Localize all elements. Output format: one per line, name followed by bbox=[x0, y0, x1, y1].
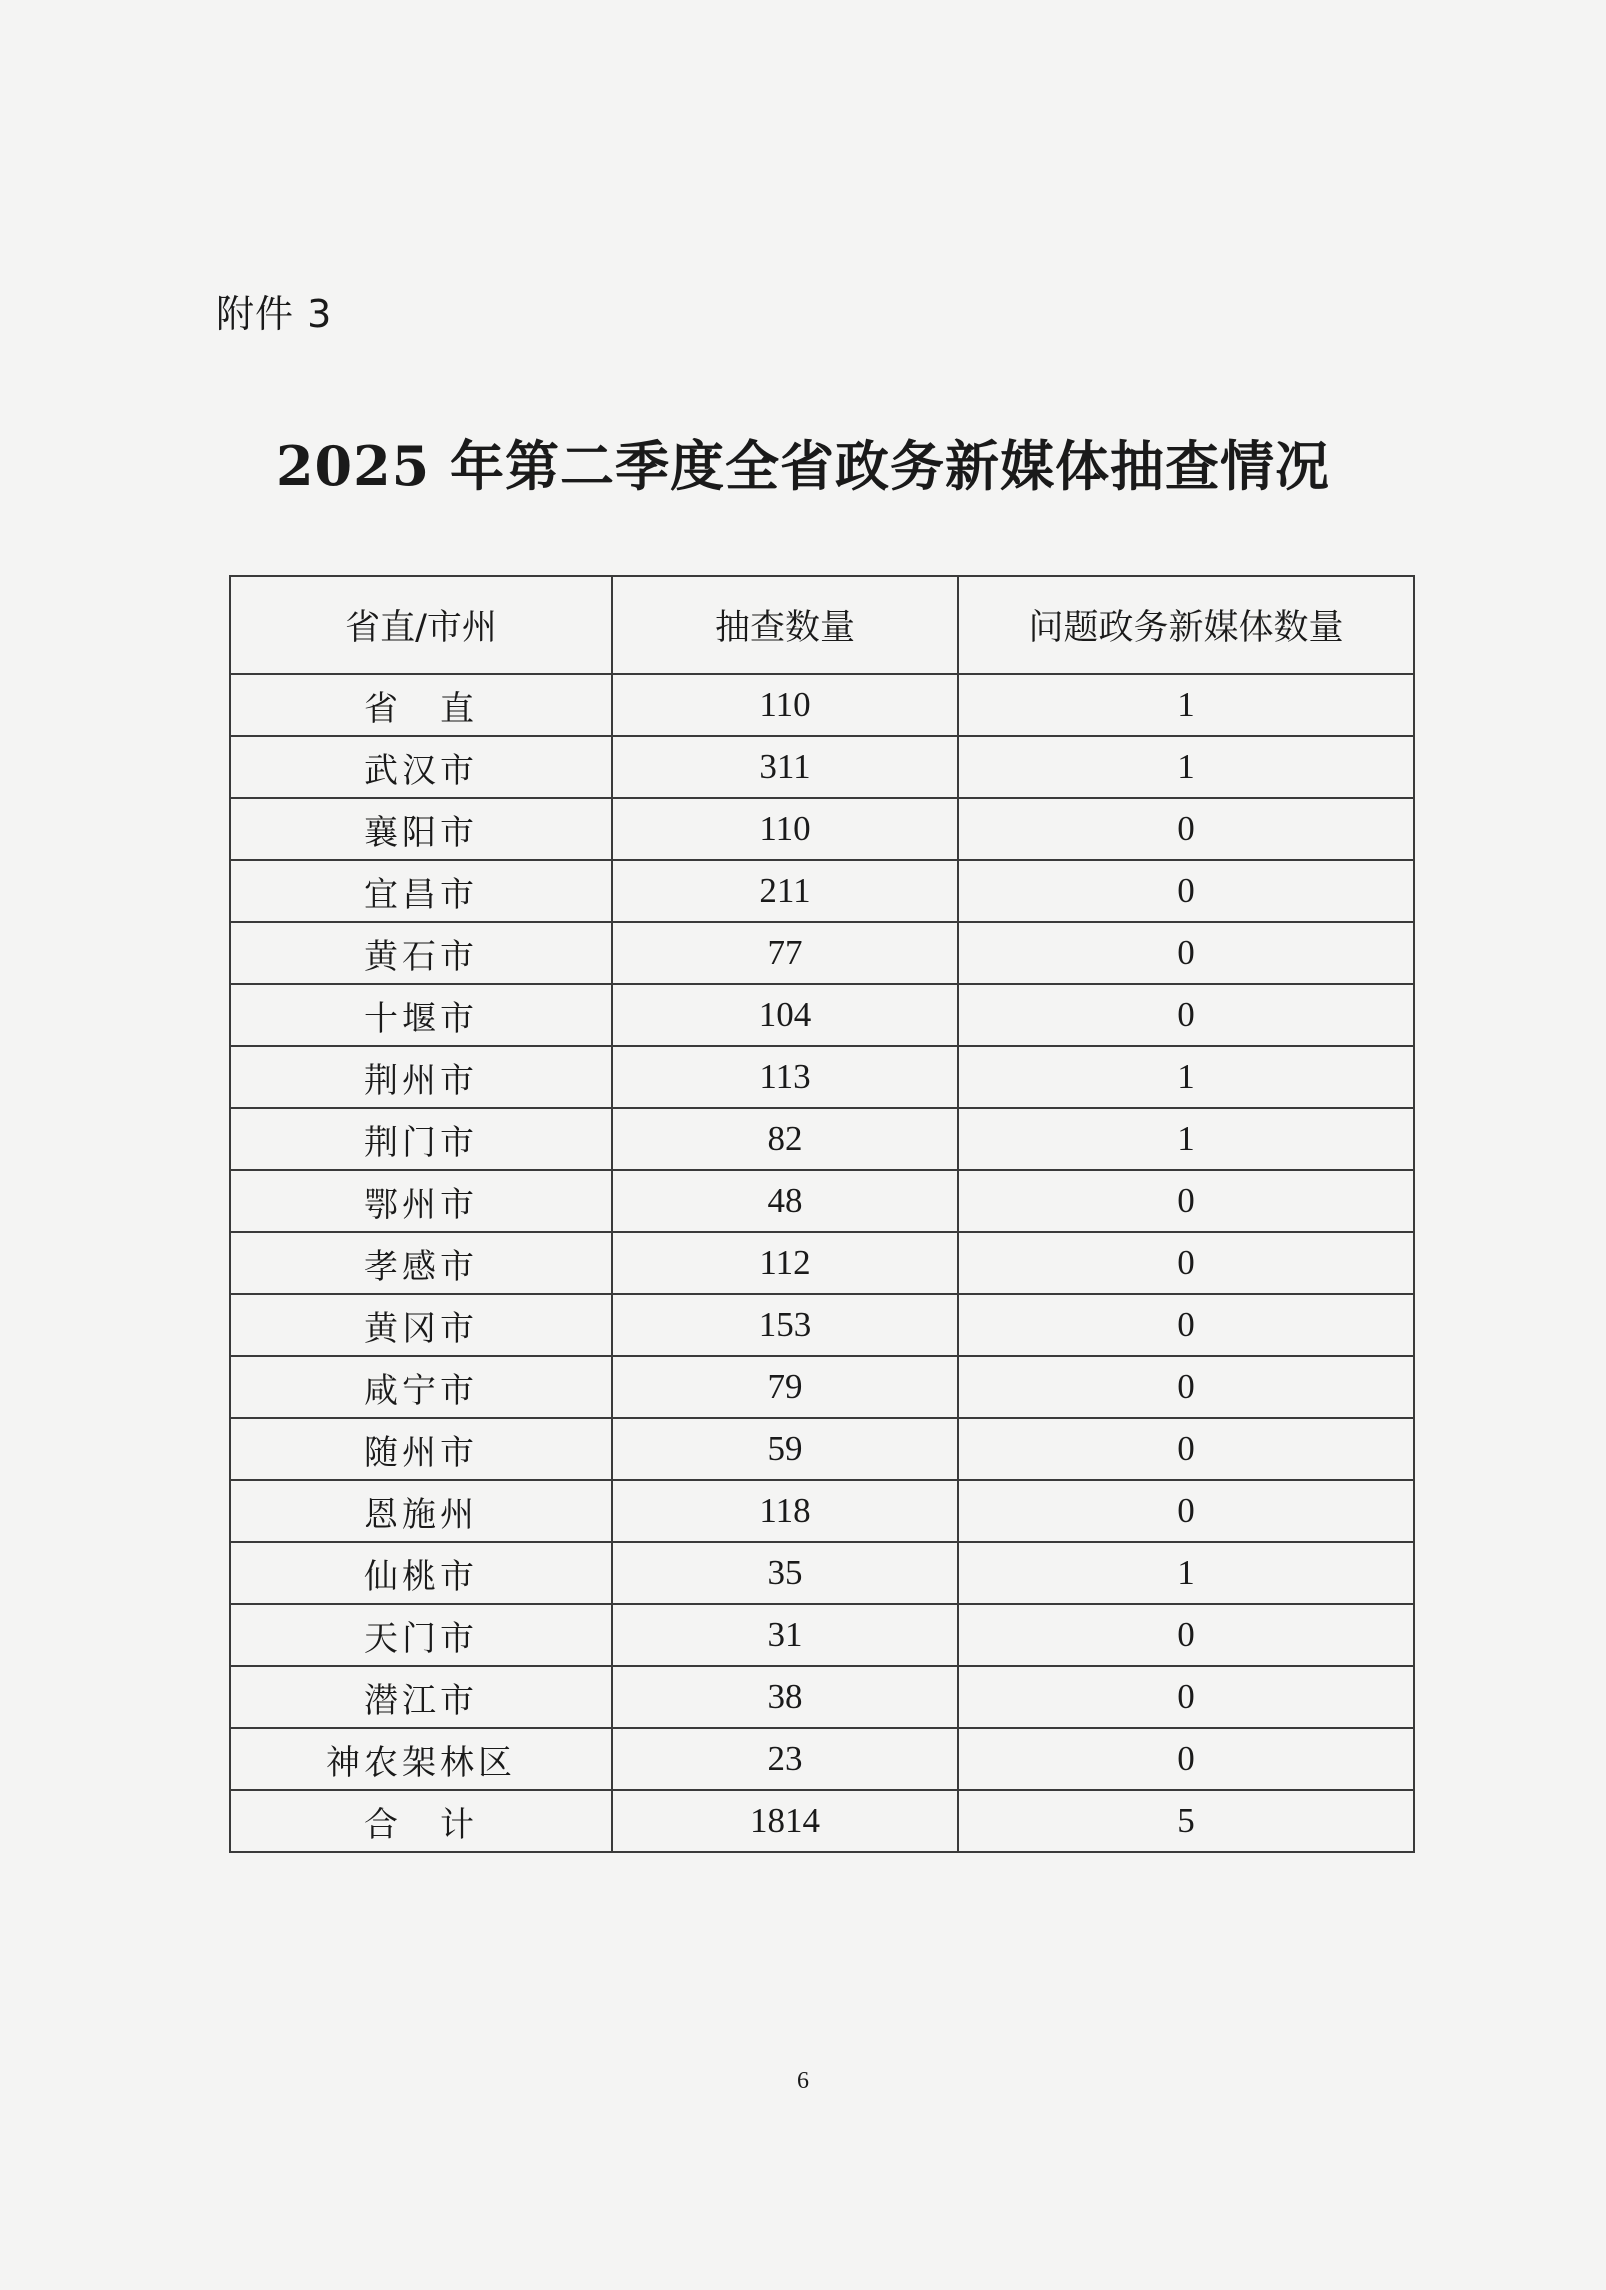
checked-count-cell: 211 bbox=[612, 860, 958, 922]
table-row bbox=[230, 736, 1414, 798]
region-cell: 天门市 bbox=[230, 1604, 612, 1666]
problem-count-cell: 0 bbox=[958, 1170, 1414, 1232]
region-cell: 荆门市 bbox=[230, 1108, 612, 1170]
checked-count-cell: 1814 bbox=[612, 1790, 958, 1852]
checked-count-cell: 59 bbox=[612, 1418, 958, 1480]
problem-count-cell: 0 bbox=[958, 1232, 1414, 1294]
checked-count-cell: 48 bbox=[612, 1170, 958, 1232]
table-row bbox=[230, 1728, 1414, 1790]
table-row bbox=[230, 1418, 1414, 1480]
problem-count-cell: 5 bbox=[958, 1790, 1414, 1852]
page-title: 2025 年第二季度全省政务新媒体抽查情况 bbox=[275, 434, 1331, 498]
region-cell: 潜江市 bbox=[230, 1666, 612, 1728]
checked-count-cell: 113 bbox=[612, 1046, 958, 1108]
inspection-table bbox=[229, 575, 1415, 1853]
problem-count-cell: 1 bbox=[958, 1108, 1414, 1170]
table-row bbox=[230, 1604, 1414, 1666]
region-cell: 仙桃市 bbox=[230, 1542, 612, 1604]
checked-count-cell: 38 bbox=[612, 1666, 958, 1728]
problem-count-cell: 0 bbox=[958, 922, 1414, 984]
problem-count-cell: 1 bbox=[958, 1542, 1414, 1604]
table-row bbox=[230, 1232, 1414, 1294]
page-number: 6 bbox=[797, 2068, 809, 2094]
table-row bbox=[230, 674, 1414, 736]
checked-count-cell: 153 bbox=[612, 1294, 958, 1356]
checked-count-cell: 79 bbox=[612, 1356, 958, 1418]
problem-count-cell: 0 bbox=[958, 1356, 1414, 1418]
table-row bbox=[230, 798, 1414, 860]
region-cell: 省 直 bbox=[230, 674, 612, 736]
problem-count-cell: 0 bbox=[958, 1666, 1414, 1728]
problem-count-cell: 0 bbox=[958, 1728, 1414, 1790]
region-cell: 黄冈市 bbox=[230, 1294, 612, 1356]
problem-count-cell: 0 bbox=[958, 1480, 1414, 1542]
attachment-label: 附件 3 bbox=[216, 292, 333, 336]
checked-count-cell: 31 bbox=[612, 1604, 958, 1666]
table-row bbox=[230, 860, 1414, 922]
checked-count-cell: 35 bbox=[612, 1542, 958, 1604]
table-row bbox=[230, 1170, 1414, 1232]
checked-count-cell: 104 bbox=[612, 984, 958, 1046]
checked-count-cell: 311 bbox=[612, 736, 958, 798]
region-cell: 合 计 bbox=[230, 1790, 612, 1852]
region-cell: 荆州市 bbox=[230, 1046, 612, 1108]
checked-count-cell: 110 bbox=[612, 798, 958, 860]
header-region: 省直/市州 bbox=[230, 576, 612, 674]
problem-count-cell: 1 bbox=[958, 1046, 1414, 1108]
table-row bbox=[230, 1046, 1414, 1108]
problem-count-cell: 0 bbox=[958, 984, 1414, 1046]
table-row bbox=[230, 1108, 1414, 1170]
table-row bbox=[230, 1542, 1414, 1604]
region-cell: 随州市 bbox=[230, 1418, 612, 1480]
table-row bbox=[230, 1356, 1414, 1418]
table-row bbox=[230, 984, 1414, 1046]
region-cell: 十堰市 bbox=[230, 984, 612, 1046]
problem-count-cell: 0 bbox=[958, 1604, 1414, 1666]
table-row bbox=[230, 922, 1414, 984]
header-problem-count: 问题政务新媒体数量 bbox=[958, 576, 1414, 674]
table-row bbox=[230, 1666, 1414, 1728]
checked-count-cell: 23 bbox=[612, 1728, 958, 1790]
table-row bbox=[230, 1790, 1414, 1852]
table-header-row bbox=[230, 576, 1414, 674]
region-cell: 恩施州 bbox=[230, 1480, 612, 1542]
region-cell: 襄阳市 bbox=[230, 798, 612, 860]
region-cell: 鄂州市 bbox=[230, 1170, 612, 1232]
checked-count-cell: 82 bbox=[612, 1108, 958, 1170]
table-row bbox=[230, 1294, 1414, 1356]
table-body bbox=[230, 674, 1414, 1852]
checked-count-cell: 118 bbox=[612, 1480, 958, 1542]
region-cell: 神农架林区 bbox=[230, 1728, 612, 1790]
region-cell: 宜昌市 bbox=[230, 860, 612, 922]
problem-count-cell: 1 bbox=[958, 736, 1414, 798]
problem-count-cell: 0 bbox=[958, 1418, 1414, 1480]
problem-count-cell: 0 bbox=[958, 1294, 1414, 1356]
region-cell: 武汉市 bbox=[230, 736, 612, 798]
table-row bbox=[230, 1480, 1414, 1542]
checked-count-cell: 112 bbox=[612, 1232, 958, 1294]
problem-count-cell: 0 bbox=[958, 860, 1414, 922]
problem-count-cell: 1 bbox=[958, 674, 1414, 736]
region-cell: 咸宁市 bbox=[230, 1356, 612, 1418]
region-cell: 孝感市 bbox=[230, 1232, 612, 1294]
region-cell: 黄石市 bbox=[230, 922, 612, 984]
problem-count-cell: 0 bbox=[958, 798, 1414, 860]
checked-count-cell: 110 bbox=[612, 674, 958, 736]
checked-count-cell: 77 bbox=[612, 922, 958, 984]
header-checked-count: 抽查数量 bbox=[612, 576, 958, 674]
